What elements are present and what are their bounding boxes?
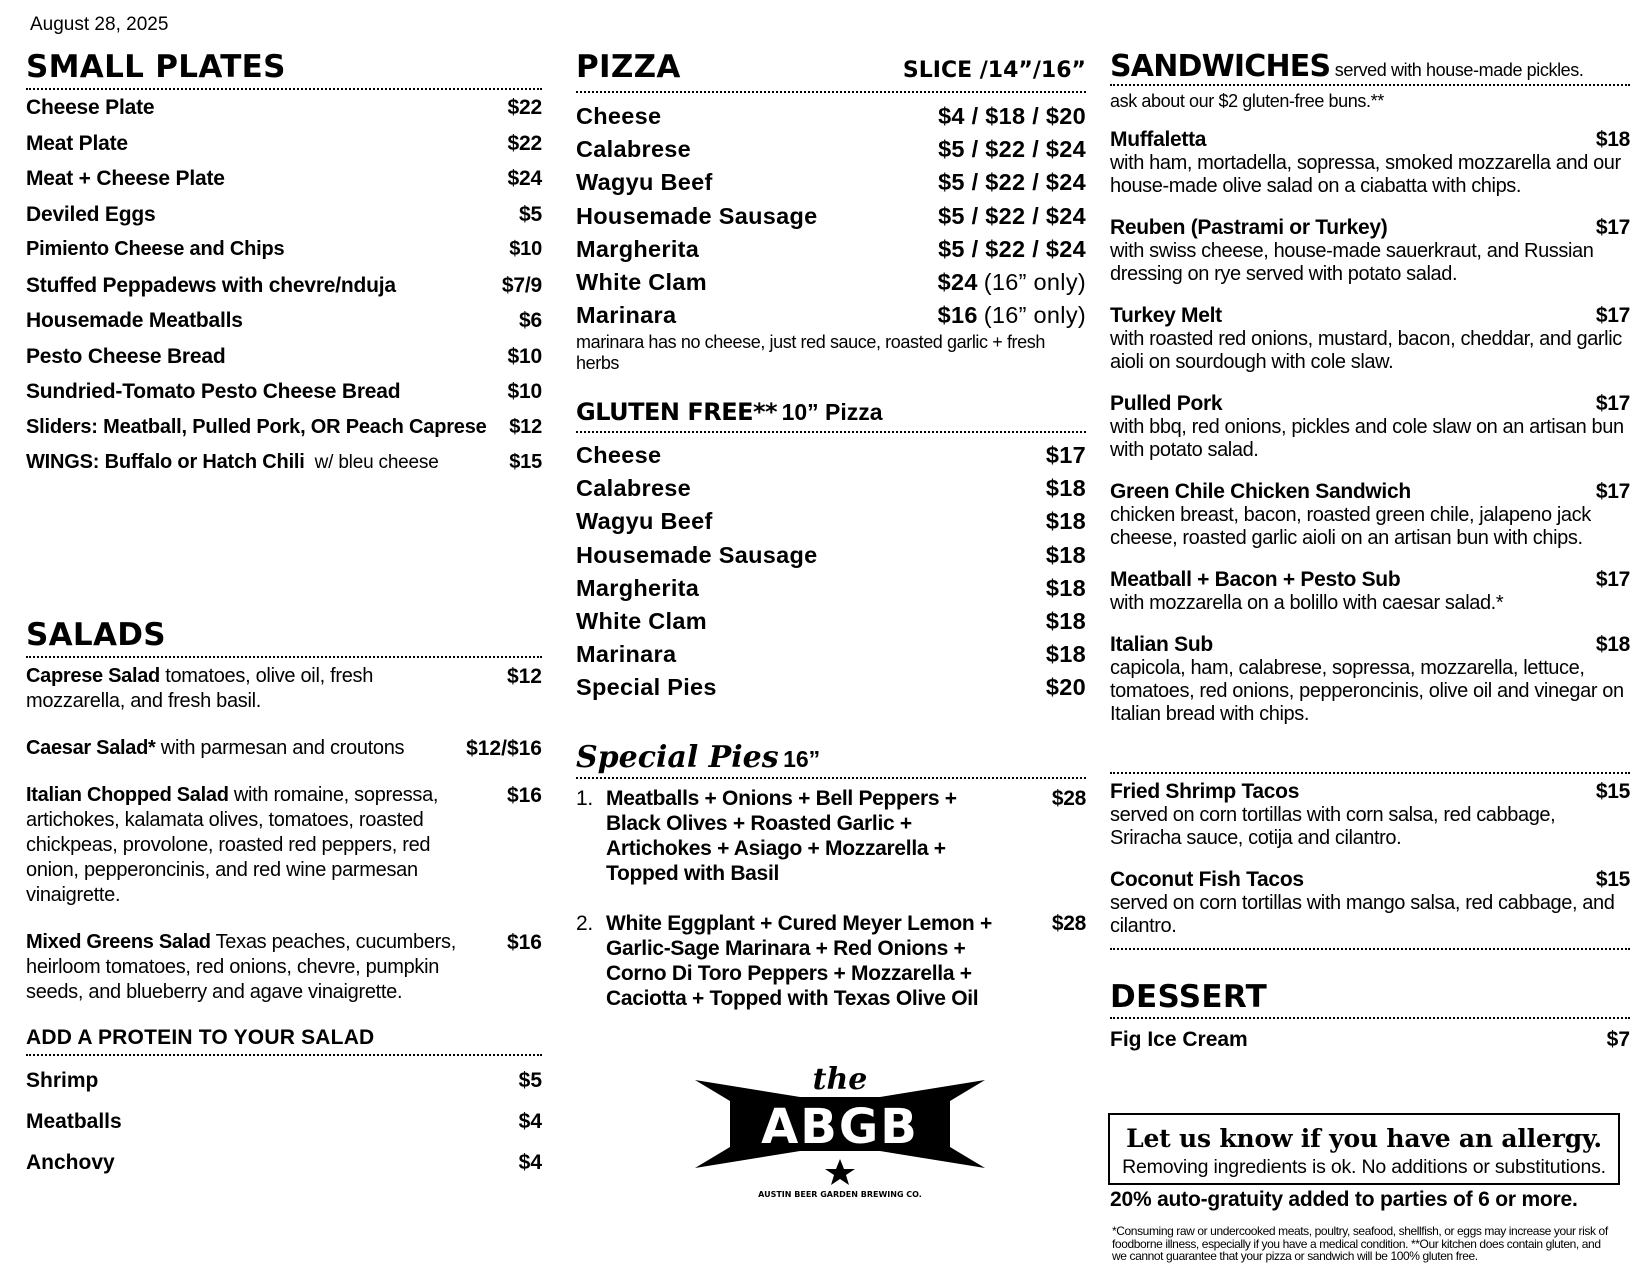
special-pies-section (576, 740, 1086, 1011)
dessert-price: $7 (1606, 1028, 1630, 1051)
small-plate-price: $6 (519, 309, 542, 332)
special-pie-item (576, 911, 1086, 1011)
gluten-free-name: Marinara (576, 641, 677, 668)
special-pie-text: White Eggplant + Cured Meyer Lemon + Garlic-Sage Marinara + Red Onions + Corno Di Toro Peppers + Mozzarella + Caciotta + Topped with Texas Olive Oil (606, 912, 992, 1010)
salad-text (26, 664, 466, 714)
small-plate-name: Stuffed Peppadews with chevre/nduja (26, 273, 396, 297)
taco-item (1110, 868, 1630, 938)
sandwich-item (1110, 480, 1630, 550)
salad-price: $16 (506, 931, 542, 954)
sandwich-desc: with swiss cheese, house-made sauerkraut, and Russian dressing on rye served with potato salad. (1110, 240, 1594, 285)
small-plate-price: $15 (509, 451, 542, 473)
pizza-item (576, 166, 1086, 199)
dessert-section (1110, 948, 1630, 1052)
small-plate-name: Meat Plate (26, 131, 128, 155)
taco-desc: served on corn tortillas with mango salsa, red cabbage, and cilantro. (1110, 892, 1615, 937)
small-plate-name-wrap (26, 374, 400, 410)
protein-price: $4 (518, 1151, 542, 1174)
sandwiches-list (1110, 128, 1630, 726)
pizza-name: Wagyu Beef (576, 169, 713, 196)
pizza-title: PIZZA (576, 49, 681, 85)
sandwiches-subtitle: served with house-made pickles. (1334, 60, 1584, 80)
small-plate-name-wrap (26, 161, 225, 197)
small-plate-name-wrap (26, 339, 226, 375)
sandwich-price: $18 (1595, 128, 1630, 151)
star-icon (825, 1159, 855, 1185)
gluten-free-section (576, 398, 1086, 705)
sandwich-name: Muffaletta (1110, 128, 1207, 151)
special-pie-price: $28 (1051, 787, 1086, 810)
menu-date: August 28, 2025 (30, 14, 169, 35)
small-plate-price: $22 (507, 131, 542, 155)
sandwich-header (1110, 568, 1630, 592)
salad-desc: Texas peaches, cucumbers, heirloom tomatoes, red onions, chevre, pumpkin seeds, and blueberry and agave vinaigrette. (26, 931, 456, 1003)
salad-price: $12 (506, 665, 542, 688)
small-plate-item (26, 126, 542, 162)
small-plate-name: Sundried-Tomato Pesto Cheese Bread (26, 380, 401, 403)
small-plate-price: $24 (507, 167, 542, 190)
gluten-free-name: Margherita (576, 574, 700, 601)
gluten-free-item (576, 638, 1086, 671)
allergy-headline: Let us know if you have an allergy. (1126, 1124, 1602, 1153)
small-plate-name-wrap (26, 410, 487, 446)
gluten-free-subtitle: 10” Pizza (781, 399, 883, 425)
abgb-logo (695, 1055, 985, 1200)
special-pie-text: Meatballs + Onions + Bell Peppers + Black Olives + Roasted Garlic + Artichokes + Asiago + Mozzarella + Topped with Basil (606, 787, 957, 885)
special-pies-title: Special Pies (576, 740, 779, 775)
sandwich-desc: with ham, mortadella, sopressa, smoked mozzarella and our house-made olive salad on a ciabatta with chips. (1110, 152, 1621, 197)
small-plate-name: Housemade Meatballs (26, 309, 243, 332)
pizza-price-wrap (938, 133, 1086, 166)
small-plate-name-wrap (26, 268, 396, 304)
pizza-note: (16” only) (983, 302, 1086, 329)
sandwich-name: Italian Sub (1110, 633, 1213, 656)
sandwich-name: Pulled Pork (1110, 392, 1223, 415)
special-pies-header (576, 740, 1086, 779)
small-plate-price: $10 (509, 238, 542, 260)
sandwich-name: Turkey Melt (1110, 304, 1222, 327)
pizza-item (576, 233, 1086, 266)
salad-item (26, 930, 542, 1005)
small-plate-item (26, 197, 542, 233)
salad-text (26, 736, 466, 761)
gluten-free-list (576, 439, 1086, 705)
small-plate-name: WINGS: Buffalo or Hatch Chili (26, 451, 305, 473)
pizza-price: $24 (937, 268, 978, 295)
small-plate-price: $22 (507, 96, 542, 119)
sandwich-price: $17 (1595, 392, 1630, 415)
pizza-price-wrap (938, 266, 1086, 299)
sandwich-price: $17 (1595, 216, 1630, 239)
sandwiches-note: ask about our $2 gluten-free buns.** (1110, 91, 1384, 111)
salad-name: Italian Chopped Salad (26, 784, 229, 806)
gluten-free-item (576, 439, 1086, 472)
pizza-name: Calabrese (576, 136, 692, 163)
gluten-free-item (576, 472, 1086, 505)
small-plate-item (26, 374, 542, 410)
pizza-item (576, 100, 1086, 133)
salads-section (26, 617, 542, 1027)
salad-item (26, 664, 542, 714)
small-plates-title: SMALL PLATES (26, 52, 542, 90)
gluten-free-item (576, 572, 1086, 605)
protein-title: ADD A PROTEIN TO YOUR SALAD (26, 1026, 542, 1056)
small-plate-name-wrap (26, 303, 243, 339)
protein-price: $4 (518, 1110, 542, 1133)
protein-name: Meatballs (26, 1110, 122, 1133)
gluten-free-price: $20 (1045, 674, 1086, 701)
taco-price: $15 (1595, 868, 1630, 891)
gluten-free-price: $18 (1045, 508, 1086, 535)
small-plate-name: Sliders: Meatball, Pulled Pork, OR Peach Caprese (26, 415, 487, 438)
sandwich-desc: chicken breast, bacon, roasted green chile, jalapeno jack cheese, roasted garlic aioli on an artisan bun with chips. (1110, 504, 1591, 549)
small-plate-price: $12 (509, 415, 542, 438)
small-plate-price: $10 (507, 344, 542, 368)
small-plate-name: Cheese Plate (26, 96, 155, 119)
gluten-free-name: White Clam (576, 607, 707, 634)
special-pies-list (576, 786, 1086, 1011)
sandwich-header (1110, 216, 1630, 240)
tacos-section (1110, 772, 1630, 956)
sandwich-desc: with bbq, red onions, pickles and cole slaw on an artisan bun with potato salad. (1110, 416, 1624, 461)
sandwiches-section (1110, 49, 1630, 744)
sandwich-price: $18 (1595, 633, 1630, 656)
pizza-price-wrap (938, 200, 1086, 233)
gluten-free-item (576, 505, 1086, 538)
small-plate-item (26, 268, 542, 304)
small-plate-note: w/ bleu cheese (314, 452, 439, 473)
dessert-item (1110, 1028, 1630, 1052)
pizza-list (576, 100, 1086, 332)
small-plate-name: Meat + Cheese Plate (26, 167, 225, 190)
sandwich-item (1110, 128, 1630, 198)
pizza-name: Marinara (576, 302, 677, 329)
gluten-free-price: $18 (1045, 475, 1086, 502)
pizza-section (576, 49, 1086, 374)
small-plates-section (26, 49, 542, 481)
logo-tagline: AUSTIN BEER GARDEN BREWING CO. (758, 1190, 922, 1199)
sandwich-header (1110, 304, 1630, 328)
pizza-price: $5 / $22 / $24 (938, 136, 1086, 163)
salad-item (26, 783, 542, 908)
special-pie-price: $28 (1051, 912, 1086, 935)
protein-name: Anchovy (26, 1151, 115, 1174)
gluten-free-name: Special Pies (576, 674, 717, 701)
sandwich-item (1110, 216, 1630, 286)
pizza-price: $4 / $18 / $20 (938, 103, 1086, 129)
pizza-sizes: SLICE /14”/16” (902, 58, 1086, 83)
sandwich-price: $17 (1595, 568, 1630, 591)
sandwich-header (1110, 128, 1630, 152)
small-plate-item (26, 232, 542, 268)
taco-name: Fried Shrimp Tacos (1110, 780, 1300, 803)
pizza-header (576, 49, 1086, 93)
dessert-list (1110, 1028, 1630, 1052)
salad-name: Mixed Greens Salad (26, 931, 211, 953)
disclaimer: *Consuming raw or undercooked meats, poultry, seafood, shellfish, or eggs may increase your risk of foodborne illness, especially if you have a medical condition. **Our kitchen does contain gluten, and we cannot guarantee that your pizza or sandwich will be 100% gluten free. (1112, 1224, 1608, 1263)
protein-price: $5 (518, 1069, 542, 1092)
gluten-free-item (576, 671, 1086, 704)
gratuity-notice: 20% auto-gratuity added to parties of 6 or more. (1110, 1188, 1578, 1211)
small-plates-list (26, 90, 542, 481)
gluten-free-header (576, 398, 1086, 433)
gluten-free-price: $18 (1045, 641, 1086, 668)
protein-section (26, 1026, 542, 1183)
taco-header (1110, 780, 1630, 804)
gluten-free-name: Housemade Sausage (576, 541, 818, 568)
small-plate-name-wrap (26, 445, 439, 481)
gluten-free-price: $18 (1045, 541, 1086, 568)
small-plate-price: $7/9 (501, 273, 542, 297)
protein-name: Shrimp (26, 1069, 99, 1092)
pizza-price-wrap (938, 166, 1086, 199)
gluten-free-title: GLUTEN FREE** (576, 398, 778, 426)
small-plate-name: Deviled Eggs (26, 202, 156, 226)
taco-item (1110, 780, 1630, 850)
logo-the: the (812, 1062, 868, 1097)
special-pies-size: 16” (783, 746, 821, 772)
gluten-free-price: $17 (1045, 442, 1086, 468)
pizza-price: $16 (937, 302, 978, 329)
small-plate-item (26, 445, 542, 481)
sandwich-item (1110, 568, 1630, 615)
pizza-note: (16” only) (983, 268, 1086, 295)
pizza-price-wrap (938, 100, 1086, 133)
protein-list (26, 1060, 542, 1183)
salad-item (26, 736, 542, 761)
gluten-free-name: Wagyu Beef (576, 508, 713, 535)
small-plate-price: $5 (519, 202, 542, 226)
gluten-free-item (576, 539, 1086, 572)
pizza-item (576, 133, 1086, 166)
salad-price: $16 (506, 784, 542, 807)
salad-text (26, 783, 466, 908)
sandwich-header (1110, 392, 1630, 416)
pizza-name: Cheese (576, 103, 662, 129)
protein-item (26, 1101, 542, 1142)
pizza-price-wrap (938, 299, 1086, 332)
sandwich-name: Green Chile Chicken Sandwich (1110, 480, 1411, 503)
salad-name: Caprese Salad (26, 665, 160, 687)
sandwich-desc: capicola, ham, calabrese, sopressa, mozzarella, lettuce, tomatoes, red onions, pepperoncinis, olive oil and vinegar on Italian bread with chips. (1110, 657, 1624, 725)
gluten-free-name: Calabrese (576, 475, 692, 502)
small-plate-name-wrap (26, 90, 154, 126)
sandwich-desc: with roasted red onions, mustard, bacon, cheddar, and garlic aioli on sourdough with cole slaw. (1110, 328, 1622, 373)
sandwich-header (1110, 480, 1630, 504)
logo-graphic (695, 1055, 985, 1200)
gluten-free-price: $18 (1045, 607, 1086, 634)
salad-text (26, 930, 466, 1005)
small-plate-name-wrap (26, 197, 155, 233)
special-pie-item (576, 786, 1086, 886)
taco-desc: served on corn tortillas with corn salsa, red cabbage, Sriracha sauce, cotija and cilantro. (1110, 804, 1556, 849)
special-pie-number: 2. (576, 912, 593, 935)
tacos-list (1110, 780, 1630, 938)
sandwich-item (1110, 633, 1630, 726)
small-plate-name: Pimiento Cheese and Chips (26, 238, 285, 260)
pizza-name: Housemade Sausage (576, 202, 818, 229)
gluten-free-name: Cheese (576, 442, 662, 468)
small-plate-item (26, 339, 542, 375)
small-plate-name-wrap (26, 126, 128, 162)
sandwiches-title: SANDWICHES (1110, 49, 1331, 84)
logo-name: ABGB (761, 1099, 919, 1155)
dessert-title: DESSERT (1110, 982, 1630, 1019)
pizza-name: White Clam (576, 268, 707, 295)
sandwich-item (1110, 392, 1630, 462)
pizza-item (576, 266, 1086, 299)
salad-desc: tomatoes, olive oil, fresh mozzarella, and fresh basil. (26, 665, 374, 712)
pizza-item (576, 299, 1086, 332)
sandwich-price: $17 (1595, 304, 1630, 327)
protein-item (26, 1142, 542, 1183)
salad-name: Caesar Salad* (26, 737, 156, 759)
salads-list (26, 664, 542, 1005)
gluten-free-item (576, 605, 1086, 638)
allergy-notice (1108, 1113, 1620, 1185)
small-plate-item (26, 410, 542, 446)
taco-name: Coconut Fish Tacos (1110, 868, 1304, 891)
pizza-price-wrap (938, 233, 1086, 266)
taco-header (1110, 868, 1630, 892)
small-plate-item (26, 90, 542, 126)
pizza-price: $5 / $22 / $24 (938, 235, 1086, 262)
small-plate-item (26, 303, 542, 339)
sandwich-name: Reuben (Pastrami or Turkey) (1110, 216, 1388, 239)
salad-price: $12/$16 (466, 737, 542, 760)
small-plate-name: Pesto Cheese Bread (26, 344, 226, 368)
small-plate-item (26, 161, 542, 197)
protein-item (26, 1060, 542, 1101)
pizza-name: Margherita (576, 235, 700, 262)
small-plate-name-wrap (26, 232, 284, 268)
small-plate-price: $10 (507, 380, 542, 403)
salad-desc: with parmesan and croutons (160, 737, 405, 759)
special-pie-number: 1. (576, 787, 593, 810)
sandwich-desc: with mozzarella on a bolillo with caesar salad.* (1110, 592, 1504, 614)
taco-price: $15 (1595, 780, 1630, 803)
sandwich-item (1110, 304, 1630, 374)
dessert-name: Fig Ice Cream (1110, 1028, 1248, 1051)
sandwiches-header (1110, 49, 1630, 86)
gluten-free-price: $18 (1045, 574, 1086, 601)
pizza-price: $5 / $22 / $24 (938, 169, 1086, 196)
pizza-footnote: marinara has no cheese, just red sauce, roasted garlic + fresh herbs (576, 332, 1045, 374)
allergy-subtext: Removing ingredients is ok. No additions or substitutions. (1122, 1156, 1606, 1178)
salads-title: SALADS (26, 620, 542, 658)
pizza-item (576, 200, 1086, 233)
sandwich-name: Meatball + Bacon + Pesto Sub (1110, 568, 1401, 591)
salad-desc: with romaine, sopressa, artichokes, kalamata olives, tomatoes, roasted chickpeas, provolone, roasted red peppers, red onion, pepperoncinis, and red wine parmesan vinaigrette. (26, 784, 439, 906)
pizza-price: $5 / $22 / $24 (938, 202, 1086, 229)
sandwich-price: $17 (1595, 480, 1630, 503)
sandwich-header (1110, 633, 1630, 657)
